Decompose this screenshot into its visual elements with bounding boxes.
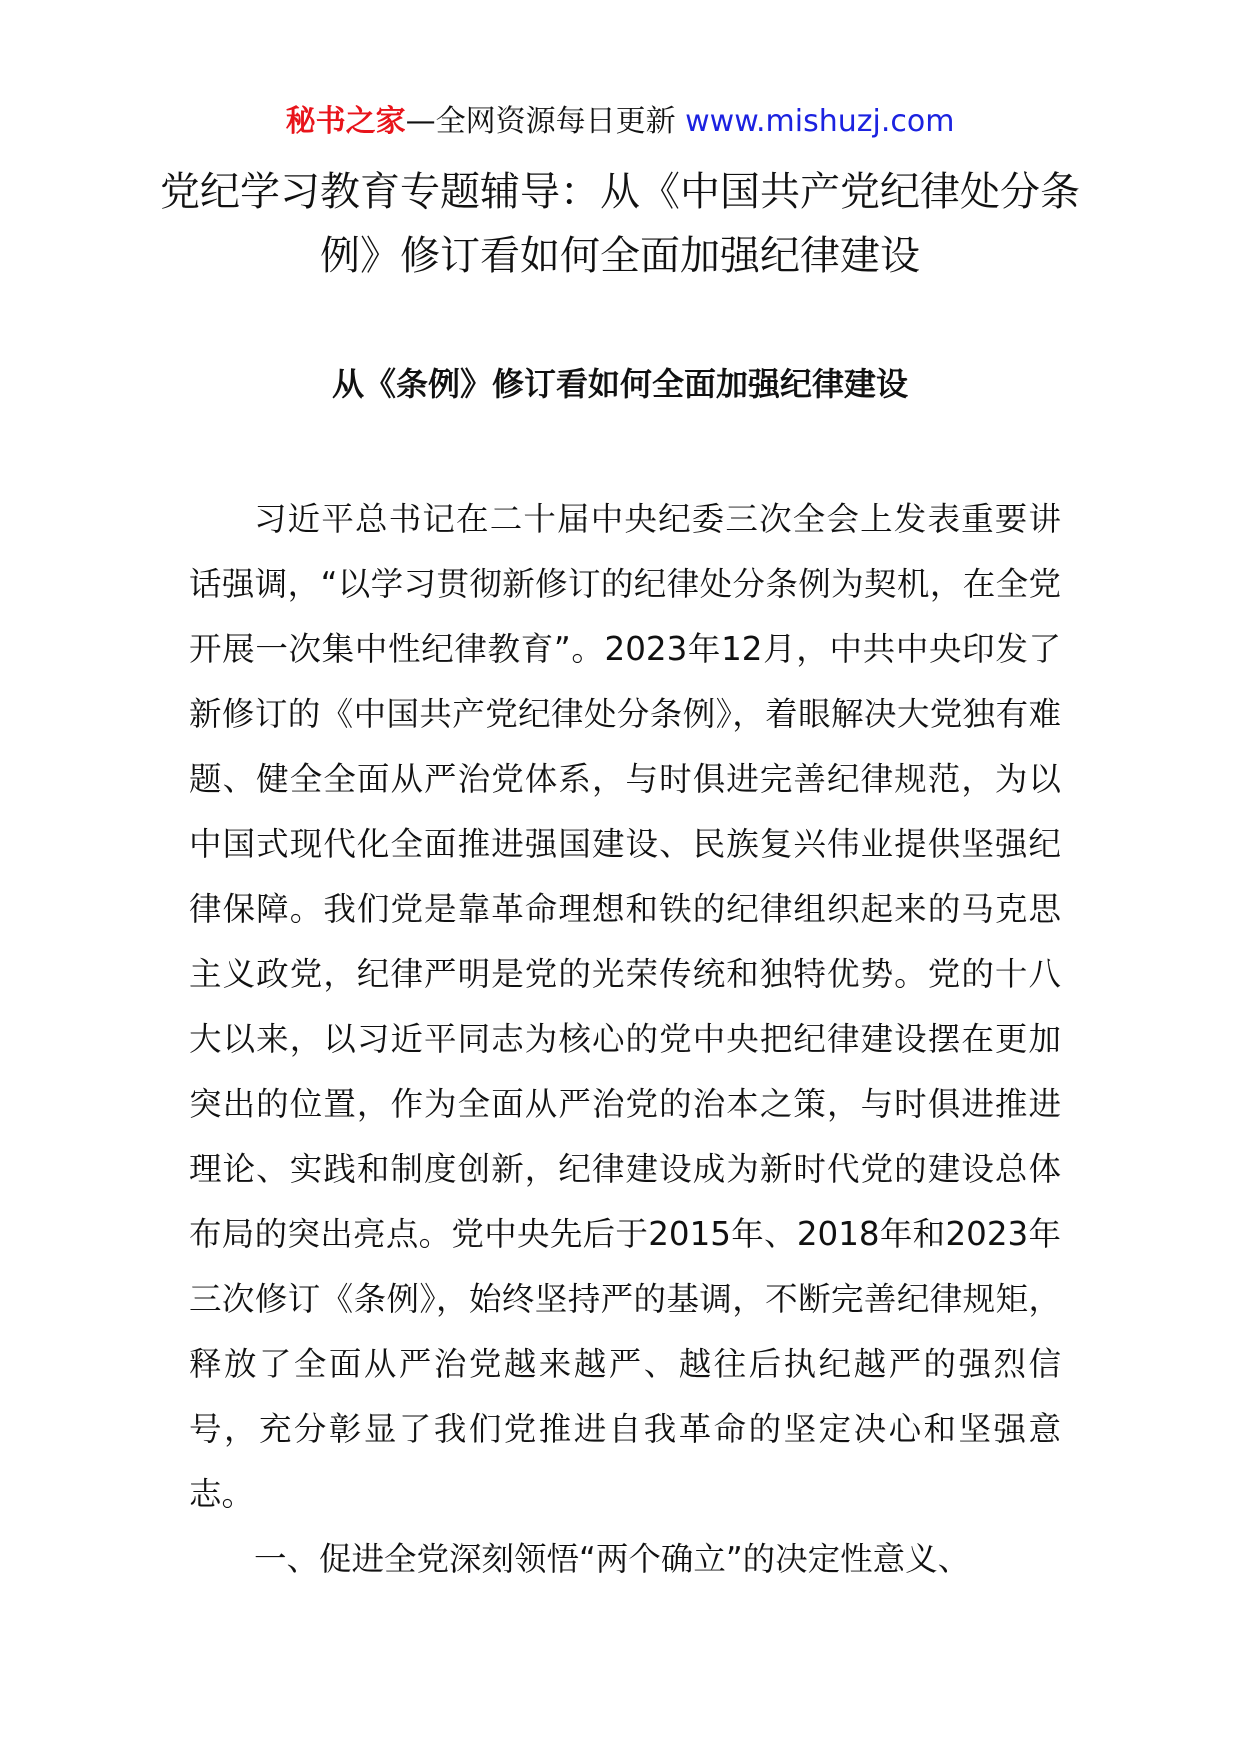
site-header bbox=[0, 102, 1240, 142]
document-title: 党纪学习教育专题辅导：从《中国共产党纪律处分条例》修订看如何全面加强纪律建设 bbox=[160, 169, 1080, 279]
site-url-link[interactable]: www.mishuzj.com bbox=[685, 104, 955, 139]
section-heading-paragraph: 一、促进全党深刻领悟“两个确立”的决定性意义、 bbox=[254, 1540, 971, 1578]
document-subtitle: 从《条例》修订看如何全面加强纪律建设 bbox=[331, 365, 908, 403]
body-paragraph: 习近平总书记在二十届中央纪委三次全会上发表重要讲话强调，“以学习贯彻新修订的纪律处分条例为契机，在全党开展一次集中性纪律教育”。2023年12月，中共中央印发了新修订的《中国共产党纪律处分条例》，着眼解决大党独有难题、健全全面从严治党体系，与时俱进完善纪律规范，为以中国式现代化全面推进强国建设、民族复兴伟业提供坚强纪律保障。我们党是靠革命理想和铁的纪律组织起来的马克思主义政党，纪律严明是党的光荣传统和独特优势。党的十八大以来，以习近平同志为核心的党中央把纪律建设摆在更加突出的位置，作为全面从严治党的治本之策，与时俱进推进理论、实践和制度创新，纪律建设成为新时代党的建设总体布局的突出亮点。党中央先后于2015年、2018年和2023年三次修订《条例》，始终坚持严的基调，不断完善纪律规矩，释放了全面从严治党越来越严、越往后执纪越严的强烈信号，充分彰显了我们党推进自我革命的坚定决心和坚强意志。 bbox=[189, 500, 1061, 1513]
document-body bbox=[189, 487, 1061, 1592]
site-tagline: —全网资源每日更新 bbox=[405, 104, 686, 139]
site-brand: 秘书之家 bbox=[285, 104, 406, 139]
